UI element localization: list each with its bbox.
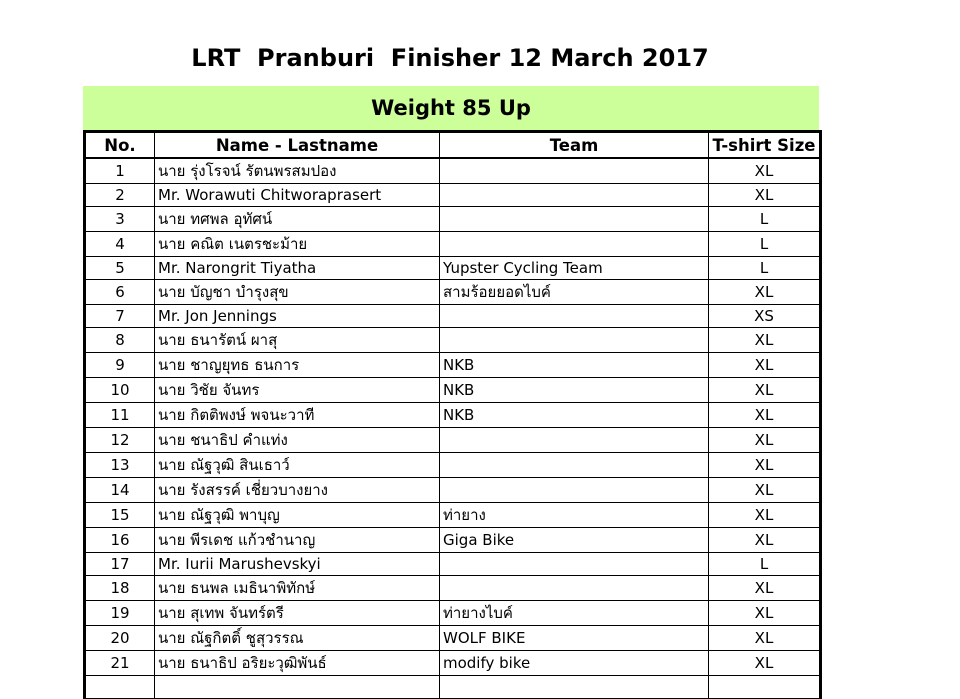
cell-size: XL — [709, 453, 821, 478]
table-row — [85, 328, 821, 353]
table-row — [85, 378, 821, 403]
cell-no: 18 — [85, 576, 155, 601]
cell-size: XL — [709, 503, 821, 528]
cell-size: XL — [709, 378, 821, 403]
cell-no: 4 — [85, 232, 155, 257]
cell-name: Mr. Narongrit Tiyatha — [155, 257, 440, 280]
cell-size: XL — [709, 403, 821, 428]
cell-size: XL — [709, 528, 821, 553]
cell-size: L — [709, 257, 821, 280]
cell-team: NKB — [440, 353, 709, 378]
cell-size: XL — [709, 626, 821, 651]
cell-team — [440, 328, 709, 353]
cell-team: modify bike — [440, 651, 709, 676]
cell-size: XL — [709, 428, 821, 453]
column-header-name: Name - Lastname — [155, 132, 440, 159]
category-header: Weight 85 Up — [83, 86, 819, 130]
cell-team: Yupster Cycling Team — [440, 257, 709, 280]
cell-team — [440, 305, 709, 328]
cell-size: L — [709, 207, 821, 232]
cell-no: 20 — [85, 626, 155, 651]
table-row — [85, 626, 821, 651]
table-row — [85, 453, 821, 478]
cell-size: XS — [709, 305, 821, 328]
cell-size: XL — [709, 601, 821, 626]
table-row — [85, 305, 821, 328]
table-row — [85, 403, 821, 428]
cell-no: 17 — [85, 553, 155, 576]
cell-name: นาย ธนารัตน์ ผาสุ — [155, 328, 440, 353]
table-row — [85, 353, 821, 378]
cell-team: สามร้อยยอดไบค์ — [440, 280, 709, 305]
cell-no: 19 — [85, 601, 155, 626]
cell-team — [440, 428, 709, 453]
table-row — [85, 257, 821, 280]
cell-size: XL — [709, 651, 821, 676]
cell-team: Giga Bike — [440, 528, 709, 553]
cell-name: นาย ณัฐวุฒิ พาบุญ — [155, 503, 440, 528]
table-row — [85, 232, 821, 257]
column-header-size: T-shirt Size — [709, 132, 821, 159]
results-table — [83, 130, 822, 699]
cell-name: นาย คณิต เนตรชะม้าย — [155, 232, 440, 257]
cell-name: นาย พีรเดช แก้วชำนาญ — [155, 528, 440, 553]
cell-name: นาย ณัฐกิตติ์ ชูสุวรรณ — [155, 626, 440, 651]
cell-no: 3 — [85, 207, 155, 232]
column-header-no: No. — [85, 132, 155, 159]
cell-name: นาย สุเทพ จันทร์ตรี — [155, 601, 440, 626]
cell-team — [440, 676, 709, 699]
table-row — [85, 478, 821, 503]
page-title: LRT Pranburi Finisher 12 March 2017 — [191, 44, 709, 72]
cell-no: 8 — [85, 328, 155, 353]
table-row — [85, 676, 821, 699]
cell-name: นาย กิตติพงษ์ พจนะวาที — [155, 403, 440, 428]
cell-no: 21 — [85, 651, 155, 676]
table-row — [85, 428, 821, 453]
cell-size: XL — [709, 158, 821, 184]
cell-name: นาย ชนาธิป คำแท่ง — [155, 428, 440, 453]
table-row — [85, 601, 821, 626]
cell-name: นาย ธนาธิป อริยะวุฒิพันธ์ — [155, 651, 440, 676]
cell-no: 10 — [85, 378, 155, 403]
cell-team — [440, 478, 709, 503]
table-row — [85, 553, 821, 576]
table-row — [85, 207, 821, 232]
table-row — [85, 184, 821, 207]
cell-size: XL — [709, 576, 821, 601]
cell-team — [440, 184, 709, 207]
cell-team — [440, 232, 709, 257]
table-row — [85, 651, 821, 676]
cell-no: 1 — [85, 158, 155, 184]
cell-no: 2 — [85, 184, 155, 207]
cell-name: นาย รังสรรค์ เชี่ยวบางยาง — [155, 478, 440, 503]
cell-size: XL — [709, 353, 821, 378]
cell-name: นาย รุ่งโรจน์ รัตนพรสมปอง — [155, 158, 440, 184]
cell-team: NKB — [440, 403, 709, 428]
header-row — [85, 132, 821, 159]
cell-team: NKB — [440, 378, 709, 403]
cell-no: 6 — [85, 280, 155, 305]
cell-no: 11 — [85, 403, 155, 428]
cell-no: 12 — [85, 428, 155, 453]
cell-size: XL — [709, 184, 821, 207]
cell-name — [155, 676, 440, 699]
cell-no: 16 — [85, 528, 155, 553]
table-row — [85, 280, 821, 305]
cell-team — [440, 553, 709, 576]
cell-size: XL — [709, 280, 821, 305]
cell-no: 7 — [85, 305, 155, 328]
cell-no: 15 — [85, 503, 155, 528]
cell-size: L — [709, 232, 821, 257]
cell-size: XL — [709, 478, 821, 503]
cell-team — [440, 453, 709, 478]
cell-team — [440, 207, 709, 232]
table-row — [85, 503, 821, 528]
cell-name: Mr. Iurii Marushevskyi — [155, 553, 440, 576]
cell-team: WOLF BIKE — [440, 626, 709, 651]
table-row — [85, 158, 821, 184]
cell-team — [440, 158, 709, 184]
cell-size: L — [709, 553, 821, 576]
cell-team: ท่ายางไบค์ — [440, 601, 709, 626]
cell-team: ท่ายาง — [440, 503, 709, 528]
cell-no — [85, 676, 155, 699]
cell-size: XL — [709, 328, 821, 353]
cell-name: นาย บัญชา บำรุงสุข — [155, 280, 440, 305]
cell-no: 9 — [85, 353, 155, 378]
cell-name: นาย ทศพล อุทัศน์ — [155, 207, 440, 232]
cell-name: นาย ณัฐวุฒิ สินเธาว์ — [155, 453, 440, 478]
cell-no: 14 — [85, 478, 155, 503]
cell-no: 5 — [85, 257, 155, 280]
column-header-team: Team — [440, 132, 709, 159]
cell-name: Mr. Worawuti Chitworaprasert — [155, 184, 440, 207]
cell-team — [440, 576, 709, 601]
cell-name: นาย วิชัย จันทร — [155, 378, 440, 403]
cell-no: 13 — [85, 453, 155, 478]
table-row — [85, 576, 821, 601]
cell-name: Mr. Jon Jennings — [155, 305, 440, 328]
table-row — [85, 528, 821, 553]
cell-name: นาย ธนพล เมธินาพิทักษ์ — [155, 576, 440, 601]
cell-name: นาย ชาญยุทธ ธนการ — [155, 353, 440, 378]
cell-size — [709, 676, 821, 699]
